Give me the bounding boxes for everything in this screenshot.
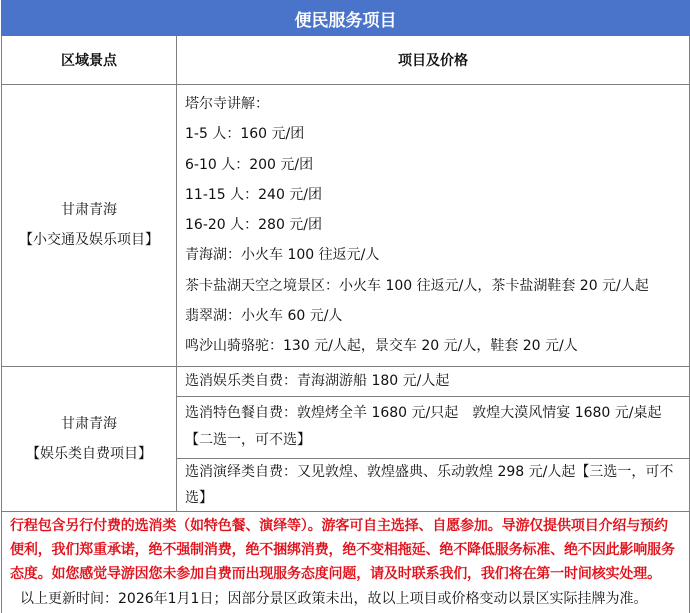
list-item: 鸣沙山骑骆驼：130 元/人起，景交车 20 元/人，鞋套 20 元/人 <box>185 338 578 355</box>
update-note: 以上更新时间：2026年1月1日；因部分景区政策未出，故以上项目或价格变动以景区实际挂牌为准。 <box>20 590 648 607</box>
notice-cell <box>2 511 690 612</box>
section-optional-row <box>2 366 690 396</box>
list-item: 茶卡盐湖天空之境景区：小火车 100 往返元/人，茶卡盐湖鞋套 20 元/人起 <box>185 277 649 294</box>
region-tag: 【娱乐类自费项目】 <box>26 445 152 462</box>
table-title: 便民服务项目 <box>2 1 690 36</box>
title-row <box>2 1 690 36</box>
list-item: 11-15 人：240 元/团 <box>185 186 323 203</box>
header-items: 项目及价格 <box>177 36 690 85</box>
region-name: 甘肃青海 <box>61 202 117 219</box>
service-table <box>1 0 690 613</box>
region-cell <box>2 85 177 367</box>
header-row <box>2 36 690 85</box>
option-item: 选消演绎类自费：又见敦煌、敦煌盛典、乐动敦煌 298 元/人起【三选一，可不选】 <box>177 458 690 511</box>
header-region: 区域景点 <box>2 36 177 85</box>
region-tag: 【小交通及娱乐项目】 <box>19 232 159 249</box>
option-item: 选消特色餐自费：敦煌烤全羊 1680 元/只起 敦煌大漠风情宴 1680 元/桌起【二选一，可不选】 <box>177 396 690 458</box>
notice-text: 行程包含另行付费的选消类（如特色餐、演绎等）。游客可自主选择、自愿参加。导游仅提供项目介绍与预约便利，我们郑重承诺，绝不强制消费，绝不捆绑消费，绝不变相拖延、绝不降低服务标准、绝不因此影响服务态度。如您感觉导游因您未参加自费而出现服务态度问题，请及时联系我们，我们将在第一时间核实处理。 <box>10 517 675 583</box>
list-item: 6-10 人：200 元/团 <box>185 156 314 173</box>
region-cell-optional <box>2 366 177 511</box>
region-name: 甘肃青海 <box>61 415 117 432</box>
list-item: 青海湖：小火车 100 往返元/人 <box>185 247 380 264</box>
notice-row <box>2 511 690 612</box>
option-item: 选消娱乐类自费：青海湖游船 180 元/人起 <box>177 366 690 396</box>
list-item: 塔尔寺讲解： <box>185 96 269 112</box>
section-transport <box>2 85 690 367</box>
list-item: 翡翠湖：小火车 60 元/人 <box>185 308 343 325</box>
list-item: 1-5 人：160 元/团 <box>185 126 305 143</box>
items-cell <box>177 85 690 367</box>
list-item: 16-20 人：280 元/团 <box>185 217 323 234</box>
